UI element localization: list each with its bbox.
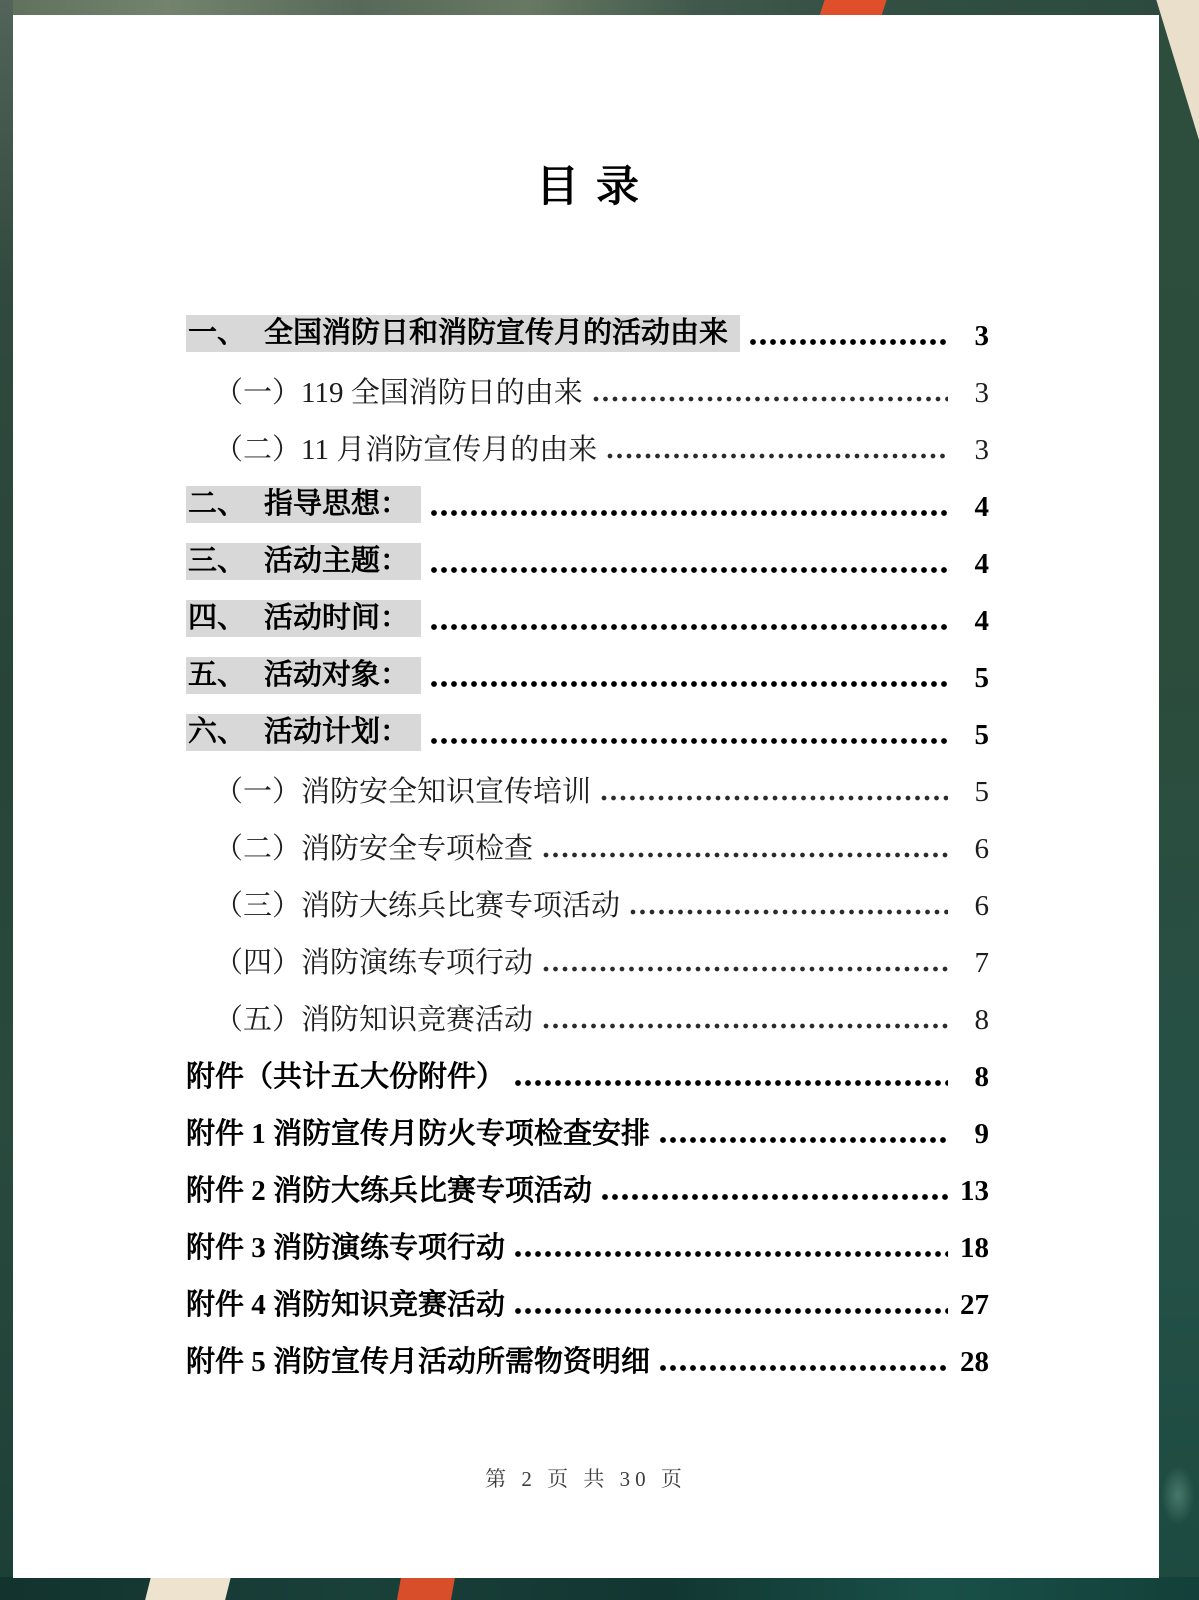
toc-entry-label: 附件 1 消防宣传月防火专项检查安排 <box>186 1118 651 1150</box>
toc-entry-number: 二、 <box>188 488 247 520</box>
toc-entry[interactable] <box>186 776 989 808</box>
toc-entry-text <box>186 543 421 580</box>
toc-entry-label: 11 月消防宣传月的由来 <box>301 434 598 466</box>
toc-entry-number: 四、 <box>188 602 247 634</box>
toc-entry[interactable] <box>186 434 989 466</box>
toc-entry-page: 18 <box>960 1232 989 1264</box>
toc-entry-label: 消防安全专项检查 <box>301 833 534 865</box>
dot-leader <box>514 1249 948 1259</box>
toc-entry[interactable] <box>186 1061 989 1093</box>
toc-entry[interactable] <box>186 947 989 979</box>
teal-blob-bottom-right <box>1161 1465 1195 1525</box>
toc-entry[interactable] <box>186 1118 989 1150</box>
toc-entry[interactable] <box>186 716 989 751</box>
toc-entry-text <box>186 1061 505 1093</box>
document-page <box>13 15 1159 1578</box>
page-footer: 第 2 页 共 30 页 <box>485 1467 687 1491</box>
toc-entry-number: 三、 <box>188 545 247 577</box>
toc-entry-label: 指导思想： <box>264 488 410 520</box>
toc-entry[interactable] <box>186 1289 989 1321</box>
toc-entry-page: 28 <box>960 1346 989 1378</box>
toc-entry-number: 六、 <box>188 716 247 748</box>
dot-leader <box>430 736 948 746</box>
toc-entry-label: 附件 4 消防知识竞赛活动 <box>186 1289 506 1321</box>
toc-entry-page: 5 <box>974 719 989 751</box>
toc-section <box>13 15 1159 1378</box>
toc-entry-number: （三） <box>214 890 302 922</box>
toc-entry-label: 附件 3 消防演练专项行动 <box>186 1232 506 1264</box>
toc-entry-label: 活动主题： <box>264 545 410 577</box>
toc-entry-page: 3 <box>974 320 989 352</box>
toc-entry-label: 附件 5 消防宣传月活动所需物资明细 <box>186 1346 651 1378</box>
toc-entry-text <box>186 1118 650 1150</box>
toc-entry-number: （五） <box>214 1004 302 1036</box>
toc-entry-text <box>214 890 620 922</box>
dot-leader <box>514 1078 948 1088</box>
toc-entry-number: （一） <box>214 776 302 808</box>
toc-entry-page: 6 <box>974 890 989 922</box>
dot-leader <box>430 565 948 575</box>
toc-entry-page: 6 <box>974 833 989 865</box>
border-texture-right <box>1159 0 1199 1600</box>
toc-entry-page: 27 <box>960 1289 989 1321</box>
page-title: 目录 <box>536 164 656 211</box>
dot-leader <box>606 451 948 461</box>
toc-entry[interactable] <box>186 833 989 865</box>
toc-entry-label: 活动时间： <box>264 602 410 634</box>
toc-entry-text <box>214 377 583 409</box>
toc-entry-text <box>186 1346 650 1378</box>
toc-entry-label: 全国消防日和消防宣传月的活动由来 <box>264 317 729 349</box>
toc-entry-label: 消防安全知识宣传培训 <box>301 776 592 808</box>
toc-entry[interactable] <box>186 317 989 352</box>
dot-leader <box>430 508 948 518</box>
red-stripe-top <box>819 0 886 16</box>
toc-entry[interactable] <box>186 488 989 523</box>
toc-entry[interactable] <box>186 1346 989 1378</box>
dot-leader <box>629 907 948 917</box>
toc-entry-page: 8 <box>974 1004 989 1036</box>
toc-entry[interactable] <box>186 1004 989 1036</box>
toc-entry-text <box>214 434 597 466</box>
toc-entry-text <box>186 1289 505 1321</box>
toc-entry-number: （四） <box>214 947 302 979</box>
toc-entry[interactable] <box>186 602 989 637</box>
toc-entry-text <box>186 600 421 637</box>
toc-entry-page: 8 <box>974 1061 989 1093</box>
toc-entry-text <box>186 1232 505 1264</box>
toc-entry-text <box>214 776 591 808</box>
toc-entry-text <box>186 714 421 751</box>
dot-leader <box>601 1192 948 1202</box>
toc-entry-label: 消防演练专项行动 <box>301 947 534 979</box>
toc-entry[interactable] <box>186 1232 989 1264</box>
border-texture-top <box>0 0 1199 16</box>
dot-leader <box>430 622 948 632</box>
toc-entry-page: 3 <box>974 434 989 466</box>
toc-entry-page: 3 <box>974 377 989 409</box>
red-stripe-bottom <box>397 1577 455 1600</box>
toc-entry-text <box>214 1004 533 1036</box>
toc-entry-page: 13 <box>960 1175 989 1207</box>
toc-entry[interactable] <box>186 545 989 580</box>
dot-leader <box>592 394 948 404</box>
toc-entry-number: 五、 <box>188 659 247 691</box>
dot-leader <box>659 1135 948 1145</box>
toc-entry-page: 5 <box>974 776 989 808</box>
toc-entry-label: 附件 2 消防大练兵比赛专项活动 <box>186 1175 593 1207</box>
toc-entry[interactable] <box>186 659 989 694</box>
toc-entry-text <box>186 315 740 352</box>
toc-entry-label: 活动计划： <box>264 716 410 748</box>
dot-leader <box>749 337 948 347</box>
toc-entry-number: （一） <box>214 377 302 409</box>
toc-entry-number: 一、 <box>188 317 247 349</box>
toc-entry-page: 9 <box>974 1118 989 1150</box>
toc-entry-page: 4 <box>974 491 989 523</box>
toc-entry-text <box>186 486 421 523</box>
toc-entry-label: 活动对象： <box>264 659 410 691</box>
toc-entry-page: 7 <box>974 947 989 979</box>
toc-entry-number: （二） <box>214 833 302 865</box>
toc-entry-text <box>186 657 421 694</box>
dot-leader <box>542 964 948 974</box>
toc-entry[interactable] <box>186 1175 989 1207</box>
toc-entry-label: 消防知识竞赛活动 <box>301 1004 534 1036</box>
toc-entry-number: （二） <box>214 434 302 466</box>
toc-entry[interactable] <box>186 377 989 409</box>
cream-stripe-bottom <box>145 1577 231 1600</box>
toc-entry-page: 5 <box>974 662 989 694</box>
toc-entry-page: 4 <box>974 605 989 637</box>
toc-entry-label: 附件（共计五大份附件） <box>186 1061 506 1093</box>
toc-entry-label: 119 全国消防日的由来 <box>301 377 583 409</box>
dot-leader <box>430 679 948 689</box>
dot-leader <box>600 793 948 803</box>
toc-entry-text <box>214 833 533 865</box>
dot-leader <box>542 850 948 860</box>
toc-entry-text <box>186 1175 592 1207</box>
toc-entry-label: 消防大练兵比赛专项活动 <box>301 890 621 922</box>
toc-entry-page: 4 <box>974 548 989 580</box>
toc-entry[interactable] <box>186 890 989 922</box>
dot-leader <box>659 1363 948 1373</box>
border-texture-left <box>0 0 13 1600</box>
toc-entry-text <box>214 947 533 979</box>
dot-leader <box>542 1021 948 1031</box>
dot-leader <box>514 1306 948 1316</box>
